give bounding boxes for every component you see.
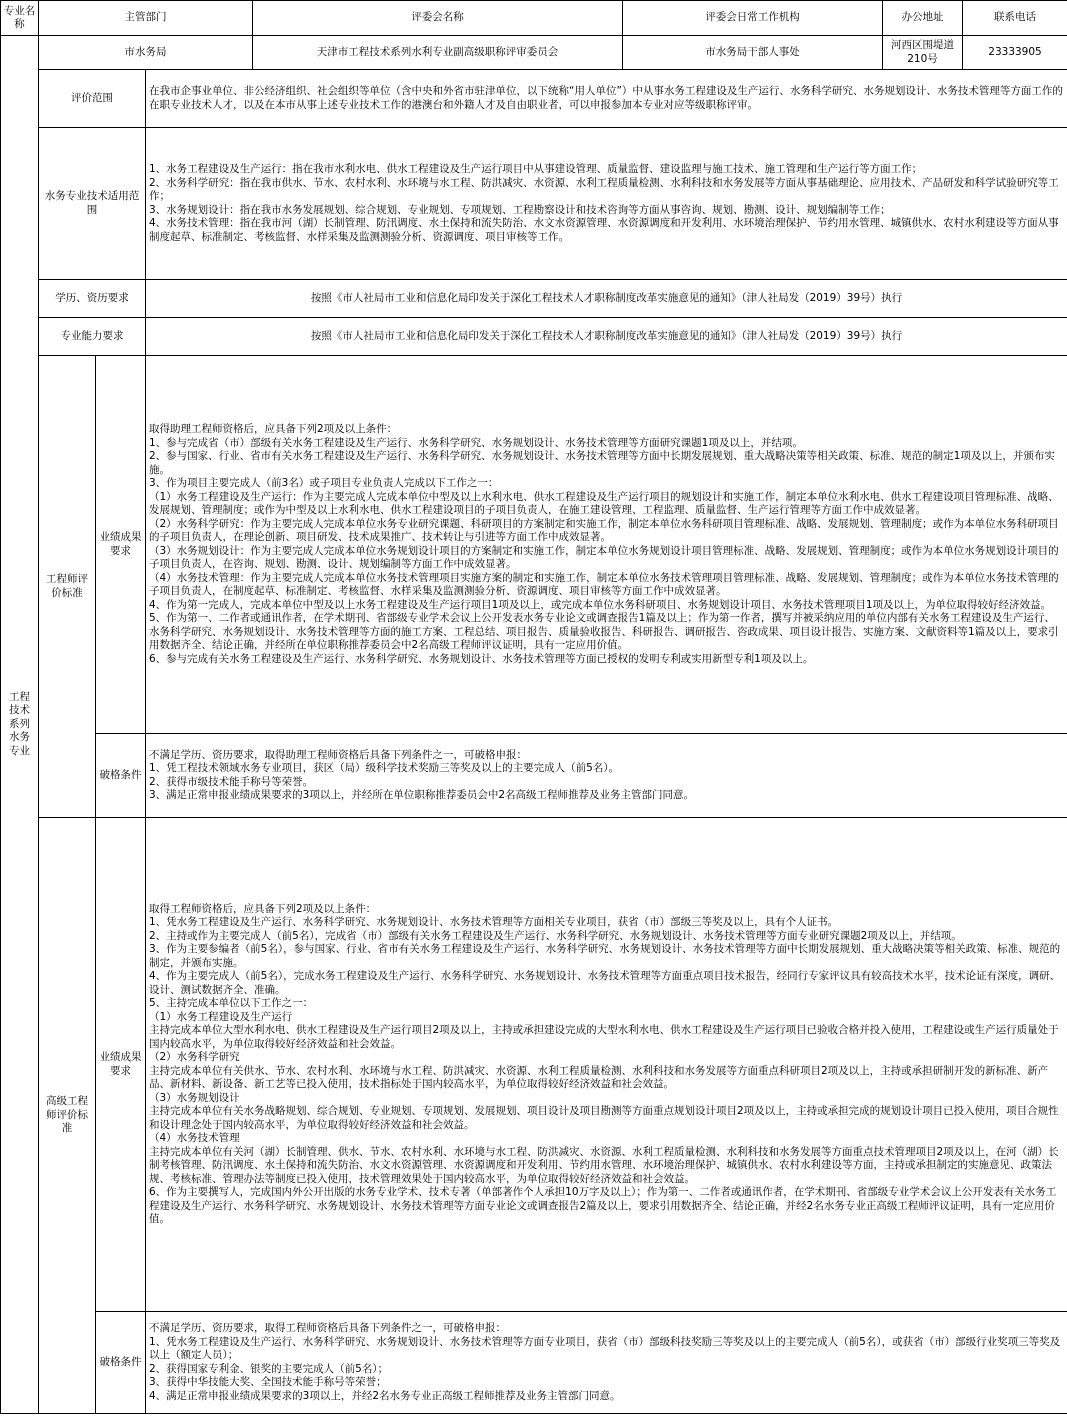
engineer-break-label: 破格条件 [96,734,146,818]
senior-perf-row [1,818,1067,1312]
senior-perf-line: 2、主持或作为主要完成人（前5名），完成省（市）部级有关水务工程建设及生产运行、水务科学研究、水务规划设计、水务技术管理等方面专业研究课题2项及以上，并结项。 [149,929,962,942]
scope-label: 评价范围 [39,70,146,128]
engineer-perf-line: （1）水务工程建设及生产运行：作为主要完成人完成本单位中型及以上水利水电、供水工程建设及生产运行项目的规划设计和实施工作，制定本单位水利水电、供水工程建设项目管理标准、战略、发展规划、管理制度；或作为中型及以上水利水电、供水工程建设项目的子项目负责人，在施工建设管理、工程监理、质量监督、生产运行管理等方面工作中成效显著。 [149,490,1059,516]
applicable-line: 1、水务工程建设及生产运行：指在我市水利水电、供水工程建设及生产运行项目中从事建设管理、质量监督、建设监理与施工技术、施工管理和生产运行等方面工作； [149,163,923,175]
engineer-perf-line: （3）水务规划设计：作为主要完成人完成本单位水务规划设计项目的方案制定和实施工作，制定本单位水务规划设计项目管理标准、战略、发展规划、管理制度；或作为本单位水务规划设计项目的子项目负责人，在咨询、规划、勘测、设计、规划编制等方面工作中成效显著。 [149,544,1059,570]
senior-label: 高级工程师评价标准 [39,818,96,1414]
senior-break-line: 不满足学历、资历要求，取得工程师资格后具备下列条件之一，可破格申报： [149,1322,506,1334]
info-committee: 天津市工程技术系列水利专业副高级职称评审委员会 [253,36,623,70]
header-office: 评委会日常工作机构 [623,1,883,36]
engineer-perf-line: 取得助理工程师资格后，应具备下列2项及以上条件： [149,423,398,435]
senior-break-line: 4、满足正常申报业绩成果要求的3项以上，并经2名水务专业正高级工程师推荐及业务主管部门同意。 [149,1389,621,1402]
info-row [1,36,1067,70]
senior-perf-line: 6、作为主要撰写人，完成国内外公开出版的水务专业学术、技术专著（单部著作个人承担10万字及以上）；作为第一、二作者或通讯作者，在学术期刊、省部级专业学术会议上公开发表有关水务工程建设及生产运行、水务科学研究、水务规划设计、水务技术管理等方面专业论文或调查报告2篇及以上，要求引用数据齐全、结论正确，并经2名水务专业正高级工程师评议证明，具有一定应用价值。 [149,1186,1057,1225]
header-phone: 联系电话 [963,1,1067,36]
engineer-break-line: 不满足学历、资历要求，取得助理工程师资格后具备下列条件之一，可破格申报： [149,748,527,761]
engineer-break-text [146,734,1067,818]
education-label: 学历、资历要求 [39,280,146,318]
engineer-break-line: 1、凭工程技术领域水务专业项目，获区（局）级科学技术奖励三等奖及以上的主要完成人（前5名）。 [149,762,620,774]
engineer-perf-row [1,356,1067,734]
applicable-row [1,128,1067,280]
scope-text: 在我市企事业单位、非公经济组织、社会组织等单位（含中央和外省市驻津单位，以下统称“用人单位”）中从事水务工程建设及生产运行、水务科学研究、水务规划设计、水务技术管理等方面工作的在职专业技术人才，以及在本市从事上述专业技术工作的港澳台和外籍人才及自由职业者，可以申报参加本专业对应等级职称评审。 [146,70,1067,128]
engineer-break-line: 2、获得市级技术能手称号等荣誉。 [149,775,314,788]
specialty-name: 工程技术系列水务专业 [1,36,39,1414]
info-address: 河西区围堤道210号 [883,36,963,70]
ability-text: 按照《市人社局市工业和信息化局印发关于深化工程技术人才职称制度改革实施意见的通知》（津人社局发（2019）39号）执行 [146,318,1067,356]
info-office: 市水务局干部人事处 [623,36,883,70]
header-row [1,1,1067,36]
applicable-line: 4、水务技术管理：指在我市河（湖）长制管理、防汛调度、水土保持和流失防治、水文水资源管理、水资源调度和开发利用、水环境治理保护、节约用水管理、城镇供水、农村水利建设等方面从事制度起草、标准制定、考核监督、水样采集及监测测验分析、资源调度、项目审核等工作。 [149,217,1059,243]
applicable-text [146,128,1067,280]
header-address: 办公地址 [883,1,963,36]
senior-perf-line: 1、凭水务工程建设及生产运行、水务科学研究、水务规划设计、水务技术管理等方面相关专业项目，获省（市）部级三等奖及以上，具有个人证书。 [149,916,839,928]
header-specialty: 专业名称 [1,1,39,36]
senior-break-label: 破格条件 [96,1312,146,1414]
education-text: 按照《市人社局市工业和信息化局印发关于深化工程技术人才职称制度改革实施意见的通知》（津人社局发（2019）39号）执行 [146,280,1067,318]
engineer-perf-line: 5、作为第一、二作者或通讯作者，在学术期刊、省部级专业学术会议上公开发表水务专业论文或调查报告1篇及以上；作为第一作者，撰写并被采纳应用的单位内部有关水务工程建设及生产运行、水务科学研究、水务规划设计、水务技术管理等方面的施工方案、工程总结、项目报告、质量验收报告、科研报告、调研报告、咨政成果、项目设计报告、实施方案、文献资料等1篇及以上，要求引用数据齐全、结论正确，并经所在单位职称推荐委员会中2名高级工程师评议证明，具有一定应用价值。 [149,612,1059,651]
senior-perf-line: 主持完成本单位有关水务战略规划、综合规划、专业规划、专项规划、发展规划、项目设计及项目勘测等方面重点规划设计项目2项及以上，主持或承担完成的规划设计项目已投入使用，项目合规性和设计理念处于国内较高水平，为单位取得较好经济效益和社会效益。 [149,1105,1059,1131]
header-dept: 主管部门 [39,1,253,36]
ability-label: 专业能力要求 [39,318,146,356]
applicable-line: 3、水务规划设计：指在我市水务发展规划、综合规划、专业规划、专项规划、工程勘察设计和技术咨询等方面从事咨询、规划、勘测、设计、规划编制等工作； [149,203,891,216]
engineer-perf-line: 4、作为第一完成人，完成本单位中型及以上水务工程建设及生产运行项目1项及以上，或完成本单位水务科研项目、水务规划设计项目、水务技术管理项目1项及以上，为单位取得较好经济效益。 [149,598,1052,611]
senior-break-text [146,1312,1067,1414]
senior-perf-line: （3）水务规划设计 [149,1091,240,1104]
engineer-perf-text [146,356,1067,734]
engineer-break-line: 3、满足正常申报业绩成果要求的3项以上，并经所在单位职称推荐委员会中2名高级工程师推荐及业务主管部门同意。 [149,789,695,801]
senior-break-line: 2、获得国家专利金、银奖的主要完成人（前5名）； [149,1362,389,1375]
scope-row [1,70,1067,128]
applicable-label: 水务专业技术适用范围 [39,128,146,280]
senior-perf-line: 5、主持完成本单位以下工作之一： [149,997,314,1009]
senior-perf-line: 取得工程师资格后，应具备下列2项及以上条件： [149,902,377,915]
ability-row [1,318,1067,356]
senior-perf-label: 业绩成果要求 [96,818,146,1312]
senior-perf-text [146,818,1067,1312]
engineer-perf-line: 2、参与国家、行业、省市有关水务工程建设及生产运行、水务科学研究、水务规划设计、水务技术管理等方面中长期发展规划、重大战略决策等相关政策、标准、规范的制定1项及以上，并颁布实施。 [149,450,1055,476]
senior-break-row [1,1312,1067,1414]
applicable-line: 2、水务科学研究：指在我市供水、节水、农村水利、水环境与水工程、防洪减灾、水资源、水利工程质量检测、水利科技和水务发展等方面从事基础理论、应用技术、产品研发和科学试验研究等工作； [149,176,1059,202]
engineer-perf-label: 业绩成果要求 [96,356,146,734]
senior-perf-line: （4）水务技术管理 [149,1132,240,1144]
senior-perf-line: 主持完成本单位大型水利水电、供水工程建设及生产运行项目2项及以上，主持或承担建设完成的大型水利水电、供水工程建设及生产运行项目已验收合格并投入使用，工程建设或生产运行质量处于国内较高水平，为单位取得较好经济效益和社会效益。 [149,1024,1059,1050]
info-phone: 23333905 [963,36,1067,70]
engineer-label: 工程师评价标准 [39,356,96,818]
engineer-perf-line: 1、参与完成省（市）部级有关水务工程建设及生产运行、水务科学研究、水务规划设计、水务技术管理等方面研究课题1项及以上，并结项。 [149,436,803,449]
senior-perf-line: 主持完成本单位有关供水、节水、农村水利、水环境与水工程、防洪减灾、水资源、水利工程质量检测、水利科技和水务发展等方面重点科研项目2项及以上，主持或承担研制开发的新标准、新产品、新材料、新设备、新工艺等已投入使用，技术指标处于国内较高水平，为单位取得较好经济效益和社会效益。 [149,1064,1049,1090]
senior-perf-line: 3、作为主要参编者（前5名），参与国家、行业、省市有关水务工程建设及生产运行、水务科学研究、水务规划设计、水务技术管理等方面中长期发展规划、重大战略决策等相关政策、标准、规范的制定，并颁布实施。 [149,943,1061,969]
engineer-perf-line: （4）水务技术管理：作为主要完成人完成本单位水务技术管理项目实施方案的制定和实施工作，制定本单位水务技术管理项目管理标准、战略、发展规划、管理制度；或作为本单位水务技术管理的子项目负责人，在制度起草、标准制定、考核监督、水样采集及监测测验分析、资源调度、项目审核等方面工作中成效显著。 [149,571,1059,597]
senior-perf-line: （1）水务工程建设及生产运行 [149,1010,293,1023]
engineer-perf-line: （2）水务科学研究：作为主要完成人完成本单位水务专业研究课题、科研项目的方案制定和实施工作，制定本单位水务科研项目管理标准、战略、发展规划、管理制度；或作为本单位水务科研项目的子项目负责人，在理论创新、项目研发、技术成果推广、技术转让与引进等方面工作中成效显著。 [149,517,1059,543]
senior-perf-line: 4、作为主要完成人（前5名），完成水务工程建设及生产运行、水务科学研究、水务规划设计、水务技术管理等方面重点项目技术报告，经同行专家评议具有较高技术水平，技术论证有深度，调研、设计、测试数据齐全、准确。 [149,970,1061,996]
engineer-break-row [1,734,1067,818]
senior-break-line: 3、获得中华技能大奖、全国技术能手称号等荣誉； [149,1376,387,1388]
senior-break-line: 1、凭水务工程建设及生产运行、水务科学研究、水务规划设计、水务技术管理等方面专业项目，获省（市）部级科技奖励三等奖及以上的主要完成人（前5名），或获省（市）部级行业奖项三等奖及以上（额定人员）； [149,1335,1061,1361]
senior-perf-line: （2）水务科学研究 [149,1051,240,1063]
header-committee: 评委会名称 [253,1,623,36]
education-row [1,280,1067,318]
info-dept: 市水务局 [39,36,253,70]
engineer-perf-line: 3、作为项目主要完成人（前3名）或子项目专业负责人完成以下工作之一： [149,477,499,489]
engineer-perf-line: 6、参与完成有关水务工程建设及生产运行、水务科学研究、水务规划设计、水务技术管理等方面已授权的发明专利或实用新型专利1项及以上。 [149,652,814,665]
senior-perf-line: 主持完成本单位有关河（湖）长制管理、供水、节水、农村水利、水环境与水工程、防洪减灾、水资源、水利工程质量检测、水利科技和水务发展等方面重点技术管理项目2项及以上，在河（湖）长制考核管理、防汛调度、水土保持和流失防治、水文水资源管理、水资源调度和开发利用、节约用水管理、水环境治理保护、城镇供水、农村水利建设等方面，主持或承担制定的实施意见、政策法规、考核标准、管理办法等制度已投入使用，技术管理效果处于国内较高水平，为单位取得较好经济效益和社会效益。 [149,1145,1059,1185]
